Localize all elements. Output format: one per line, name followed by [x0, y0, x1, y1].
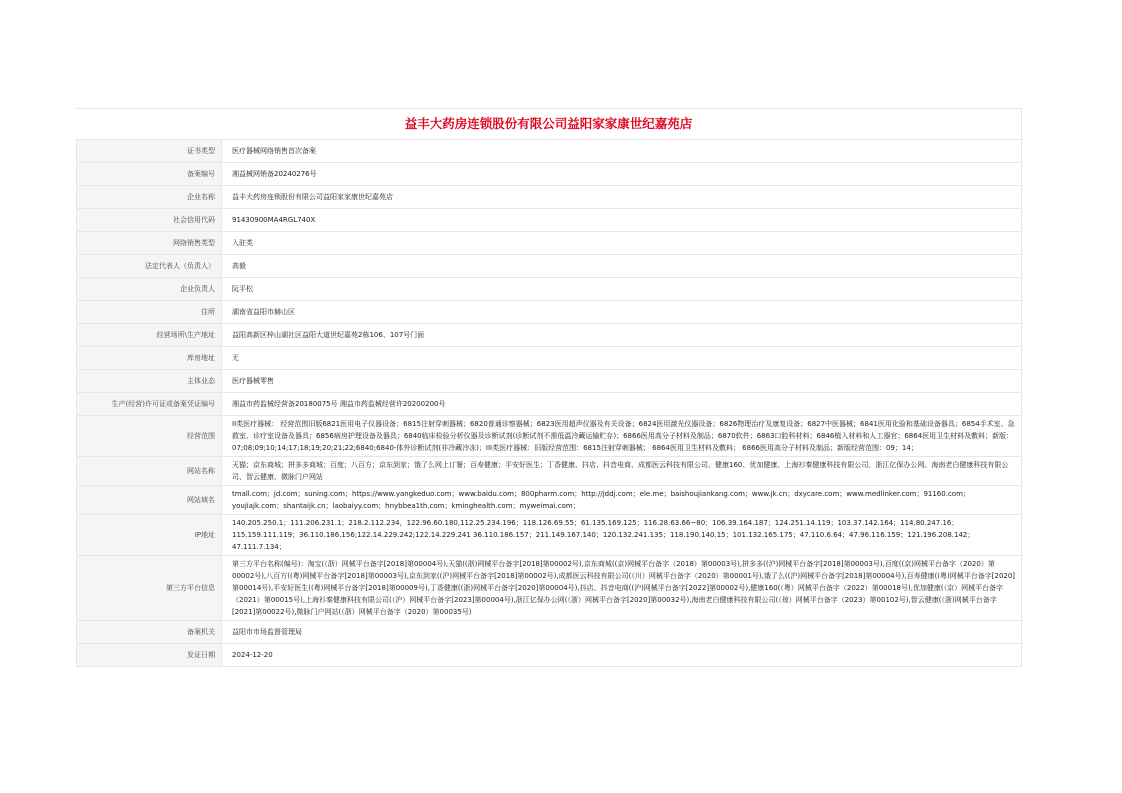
table-row: [77, 416, 1022, 457]
row-label: 法定代表人（负责人）: [77, 255, 222, 278]
row-label: 住所: [77, 301, 222, 324]
row-value: 湘益市药监械经营备20180075号 湘益市药监械经营许20200200号: [222, 393, 1022, 416]
row-label: 库房地址: [77, 347, 222, 370]
row-value: 140.205.250.1；111.206.231.1；218.2.112.234，122.96.60.180,112.25.234.196；118.126.69.55；61.135.169.125；116.28.63.66~80；106.39.164.187；124.251.14.119；103.37.142.164；114.80.247.16；115.159.111.119；36.110.186.156;122.14.229.242;122.14.229.241 36.110.186.157；211.149.167.140；120.132.241.135；118.190.140.15；101.132.165.175；47.110.6.64；47.96.116.159；121.196.208.142；47.111.7.134；: [222, 515, 1022, 556]
row-label: 社会信用代码: [77, 209, 222, 232]
row-value: II类医疗器械： 经营范围旧版6821医用电子仪器设备；6815注射穿刺器械；6820普通诊察器械；6823医用超声仪器及有关设备；6824医用激光仪器设备；6826物理治疗及康复设备；6827中医器械；6841医用化验和基础设备器具；6854手术室、急救室、诊疗室设备及器具；6856病房护理设备及器具；6840临床检验分析仪器及诊断试剂(诊断试剂不需低温冷藏运输贮存)；6866医用高分子材料及制品；6870软件；6863口腔科材料；6846植入材料和人工器官；6864医用卫生材料及敷料；新版：07;08;09;10;14;17;18;19;20;21;22;6840;6840-体外诊断试剂(非冷藏冷冻)；III类医疗器械：旧版经营范围：6815注射穿刺器械； 6864医用卫生材料及敷料； 6866医用高分子材料及制品；新版经营范围：09；14；: [222, 416, 1022, 457]
certificate: [76, 108, 1022, 667]
row-value: 入驻类: [222, 232, 1022, 255]
row-label: IP地址: [77, 515, 222, 556]
table-row: [77, 255, 1022, 278]
table-row: [77, 486, 1022, 515]
row-value: 医疗器械零售: [222, 370, 1022, 393]
row-value: 益阳市市场监督管理局: [222, 621, 1022, 644]
table-row: [77, 140, 1022, 163]
row-label: 网站域名: [77, 486, 222, 515]
row-value: tmall.com；jd.com；suning.com；https://www.yangkeduo.com；www.baidu.com；800pharm.com；http://jddj.com；ele.me；baishoujiankang.com；www.jk.cn；dxycare.com；www.medlinker.com；91160.com；youjiajk.com；shantaijk.cn；laobaiyy.com；hnybbea1th.com；kminghealth.com；myweimai.com；: [222, 486, 1022, 515]
row-label: 生产(经营)许可证或备案凭证编号: [77, 393, 222, 416]
table-row: [77, 621, 1022, 644]
row-value: 湘益械网销备20240276号: [222, 163, 1022, 186]
row-label: 发证日期: [77, 644, 222, 667]
table-row: [77, 393, 1022, 416]
table-row: [77, 347, 1022, 370]
row-label: 企业负责人: [77, 278, 222, 301]
table-row: [77, 556, 1022, 621]
table-row: [77, 209, 1022, 232]
table-row: [77, 324, 1022, 347]
row-label: 企业名称: [77, 186, 222, 209]
row-label: 经营场所\生产地址: [77, 324, 222, 347]
row-label: 证书类型: [77, 140, 222, 163]
table-row: [77, 278, 1022, 301]
row-value: 天猫；京东商城；拼多多商城；百度；八百方；京东到家；饿了么网上订餐；百寿健康；平安好医生；丁香健康、抖店、抖音电商、成都医云科技有限公司、健康160、优加健康、上海衫秦健康科技有限公司、浙江亿保办公网、海南老白健康科技有限公司、智云健康、微脉门户网站: [222, 457, 1022, 486]
page-title: 益丰大药房连锁股份有限公司益阳家家康世纪嘉苑店: [76, 108, 1022, 139]
row-value: 第三方平台名称(编号)：淘宝(（浙）网械平台备字[2018]第00004号),天猫((浙)网械平台备字[2018]第00002号),京东商城((京)网械平台备字（2018）第00003号),拼多多((沪)网械平台备字[2018]第00003号),百度((京)网械平台备字（2020）第00002号),八百方((粤)网械平台备字[2018]第00003号),京东到家((沪)网械平台备字[2018]第00002号),成都医云科技有限公司(（川）网械平台备字（2020）第00001号),饿了么((沪)网械平台备字[2018]第00004号),百寿健康((粤)网械平台备字[2020]第00014号),平安好医生((粤)网械平台备字[2018]第00009号),丁香健康((浙)网械平台备字[2020]第00004号),抖店、抖音电商((沪)网械平台备字[2022]第00002号),健康160(（粤）网械平台备字（2022）第00018号),优加健康(（京）网械平台备字（2021）第00015号),上海衫秦健康科技有限公司(（沪）网械平台备字[2023]第00004号),浙江亿保办公网(（浙）网械平台备字[2020]第00032号),海南老白健康科技有限公司(（琼）网械平台备字（2023）第00102号),智云健康(（浙)网械平台备字[2021]第00022号),微脉门户网站(（浙）网械平台备字（2020）第00035号): [222, 556, 1022, 621]
table-row: [77, 163, 1022, 186]
row-value: 无: [222, 347, 1022, 370]
row-value: 湖南省益阳市赫山区: [222, 301, 1022, 324]
row-value: 益丰大药房连锁股份有限公司益阳家家康世纪嘉苑店: [222, 186, 1022, 209]
row-label: 经营范围: [77, 416, 222, 457]
row-label: 第三方平台信息: [77, 556, 222, 621]
row-label: 主体业态: [77, 370, 222, 393]
table-row: [77, 186, 1022, 209]
row-label: 网站名称: [77, 457, 222, 486]
row-value: 高毅: [222, 255, 1022, 278]
row-value: 2024-12-20: [222, 644, 1022, 667]
table-row: [77, 515, 1022, 556]
table-row: [77, 232, 1022, 255]
table-row: [77, 457, 1022, 486]
table-row: [77, 644, 1022, 667]
row-value: 医疗器械网络销售首次备案: [222, 140, 1022, 163]
table-row: [77, 370, 1022, 393]
certificate-table: [76, 139, 1022, 667]
row-value: 益阳高新区梓山湖社区益阳大道世纪嘉苑2栋106、107号门面: [222, 324, 1022, 347]
row-value: 91430900MA4RGL740X: [222, 209, 1022, 232]
row-value: 阮平松: [222, 278, 1022, 301]
table-row: [77, 301, 1022, 324]
row-label: 备案机关: [77, 621, 222, 644]
row-label: 备案编号: [77, 163, 222, 186]
row-label: 网络销售类型: [77, 232, 222, 255]
